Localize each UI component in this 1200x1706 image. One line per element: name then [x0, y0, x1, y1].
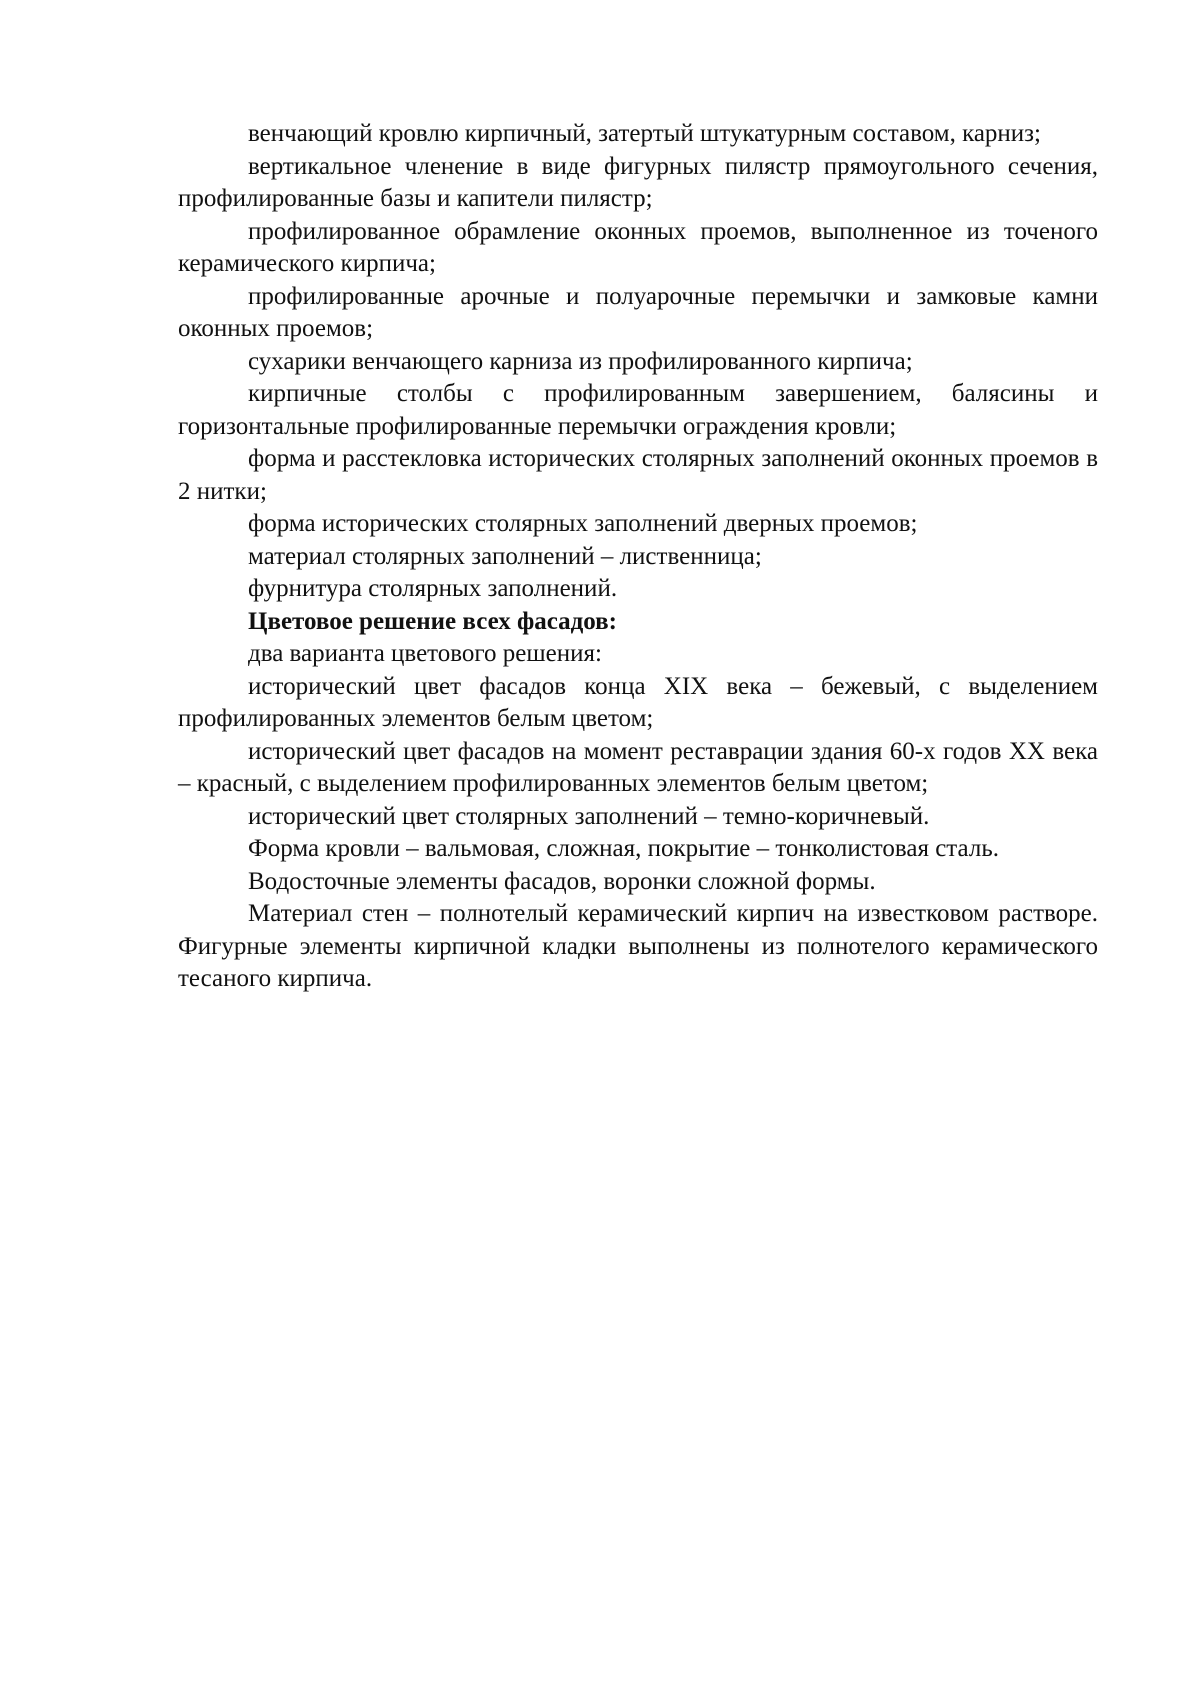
paragraph-window-glazing: форма и расстекловка исторических столярных заполнений оконных проемов в 2 нитки;	[178, 445, 1098, 505]
document-body	[178, 118, 1098, 996]
paragraph-color-19th-century: исторический цвет фасадов конца XIX века – бежевый, с выделением профилированных элементов белым цветом;	[178, 672, 1098, 732]
paragraph-cornice: венчающий кровлю кирпичный, затертый штукатурным составом, карниз;	[248, 120, 1042, 147]
paragraph-pilasters: вертикальное членение в виде фигурных пилястр прямоугольного сечения, профилированные базы и капители пилястр;	[178, 152, 1098, 212]
paragraph-color-20th-century: исторический цвет фасадов на момент реставрации здания 60-х годов XX века – красный, с выделением профилированных элементов белым цветом;	[178, 737, 1098, 797]
paragraph-wall-material: Материал стен – полнотелый керамический кирпич на известковом растворе. Фигурные элементы кирпичной кладки выполнены из полнотелого керамического тесаного кирпича.	[178, 900, 1098, 992]
paragraph-hardware: фурнитура столярных заполнений.	[248, 575, 618, 602]
paragraph-dentils: сухарики венчающего карниза из профилированного кирпича;	[248, 347, 913, 375]
paragraph-window-framing: профилированное обрамление оконных проемов, выполненное из точеного керамического кирпича;	[178, 217, 1098, 277]
paragraph-door-joinery: форма исторических столярных заполнений дверных проемов;	[248, 510, 918, 537]
paragraph-color-joinery: исторический цвет столярных заполнений – темно-коричневый.	[248, 802, 930, 830]
paragraph-drainage: Водосточные элементы фасадов, воронки сложной формы.	[248, 867, 876, 895]
paragraph-roof-railing: кирпичные столбы с профилированным завершением, балясины и горизонтальные профилированные перемычки ограждения кровли;	[178, 380, 1098, 440]
paragraph-joinery-material: материал столярных заполнений – лиственница;	[248, 542, 762, 570]
paragraph-arches: профилированные арочные и полуарочные перемычки и замковые камни оконных проемов;	[178, 282, 1098, 342]
paragraph-roof-form: Форма кровли – вальмовая, сложная, покрытие – тонколистовая сталь.	[248, 835, 999, 862]
section-heading-color: Цветовое решение всех фасадов:	[248, 607, 618, 635]
paragraph-color-variants: два варианта цветового решения:	[248, 640, 602, 667]
